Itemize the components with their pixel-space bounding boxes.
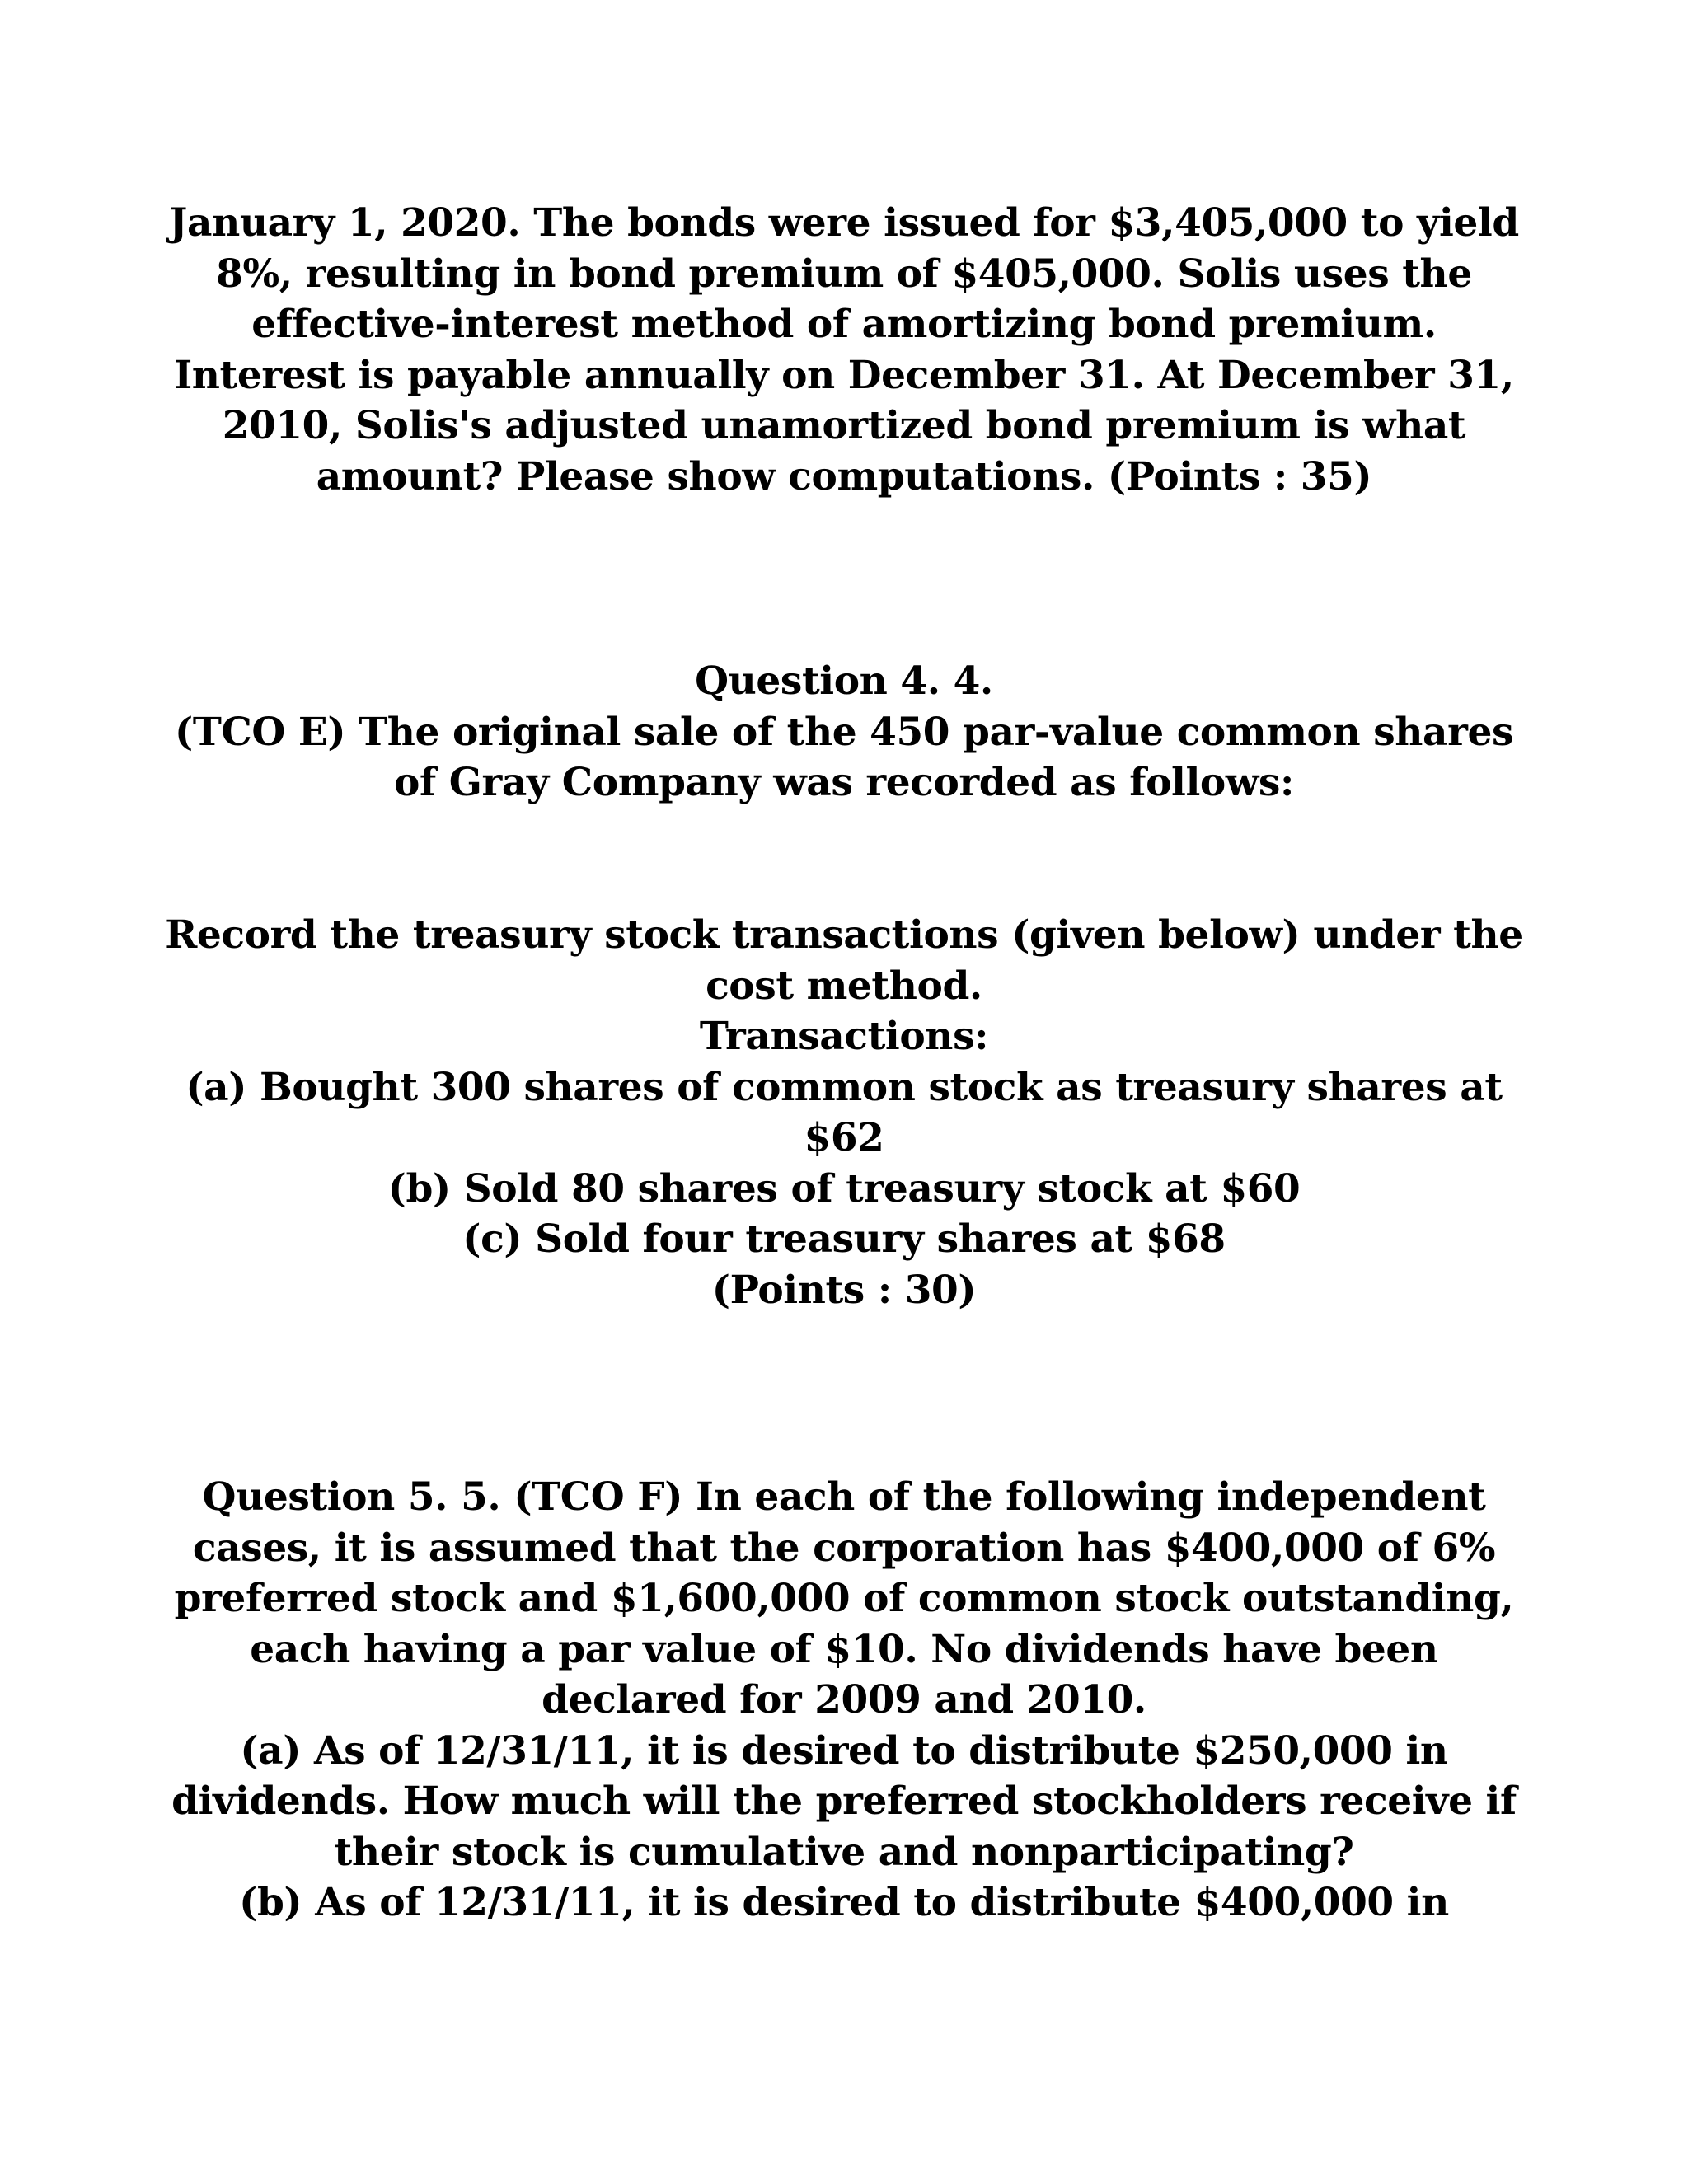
question-5-line: declared for 2009 and 2010.: [542, 1677, 1146, 1722]
question-4-points: (Points : 30): [711, 1267, 977, 1313]
transaction-line: (c) Sold four treasury shares at $68: [462, 1216, 1226, 1262]
question-3-line: effective-interest method of amortizing bond premium.: [251, 302, 1437, 347]
question-4-instruction-line: Record the treasury stock transactions (given below) under the: [165, 912, 1523, 958]
question-5-line: each having a par value of $10. No dividends have been: [250, 1626, 1438, 1672]
question-4-intro-line: of Gray Company was recorded as follows:: [394, 760, 1294, 805]
question-4-heading: Question 4. 4.: [695, 658, 993, 704]
question-3-line: January 1, 2020. The bonds were issued for $3,405,000 to yield: [169, 200, 1519, 246]
question-5-line: Question 5. 5. (TCO F) In each of the following independent: [202, 1474, 1486, 1520]
question-3-line: Interest is payable annually on December 31. At December 31,: [174, 352, 1514, 398]
question-3-line: 2010, Solis's adjusted unamortized bond premium is what: [222, 403, 1466, 448]
transaction-line: (a) Bought 300 shares of common stock as treasury shares at: [185, 1064, 1503, 1110]
question-3-line: 8%, resulting in bond premium of $405,000. Solis uses the: [216, 251, 1472, 297]
question-5: [165, 1472, 1523, 1929]
transaction-line: $62: [804, 1115, 884, 1160]
question-4-instruction-line: cost method.: [706, 963, 982, 1009]
question-4-intro-line: (TCO E) The original sale of the 450 par-value common shares: [174, 709, 1514, 755]
question-4-instructions: [165, 910, 1523, 1315]
question-5-line: cases, it is assumed that the corporation has $400,000 of 6%: [192, 1525, 1496, 1571]
transactions-label: Transactions:: [699, 1014, 989, 1059]
question-5-line: preferred stock and $1,600,000 of common stock outstanding,: [174, 1576, 1514, 1621]
question-5-line: (b) As of 12/31/11, it is desired to distribute $400,000 in: [239, 1880, 1449, 1925]
question-3-line: amount? Please show computations. (Points : 35): [316, 453, 1372, 499]
question-5-line: (a) As of 12/31/11, it is desired to distribute $250,000 in: [240, 1727, 1448, 1774]
question-5-line: their stock is cumulative and nonparticipating?: [334, 1829, 1354, 1875]
question-3-continuation: [165, 198, 1523, 502]
transaction-line: (b) Sold 80 shares of treasury stock at $60: [387, 1165, 1301, 1212]
question-4: [165, 656, 1523, 808]
question-5-line: dividends. How much will the preferred stockholders receive if: [171, 1779, 1517, 1824]
